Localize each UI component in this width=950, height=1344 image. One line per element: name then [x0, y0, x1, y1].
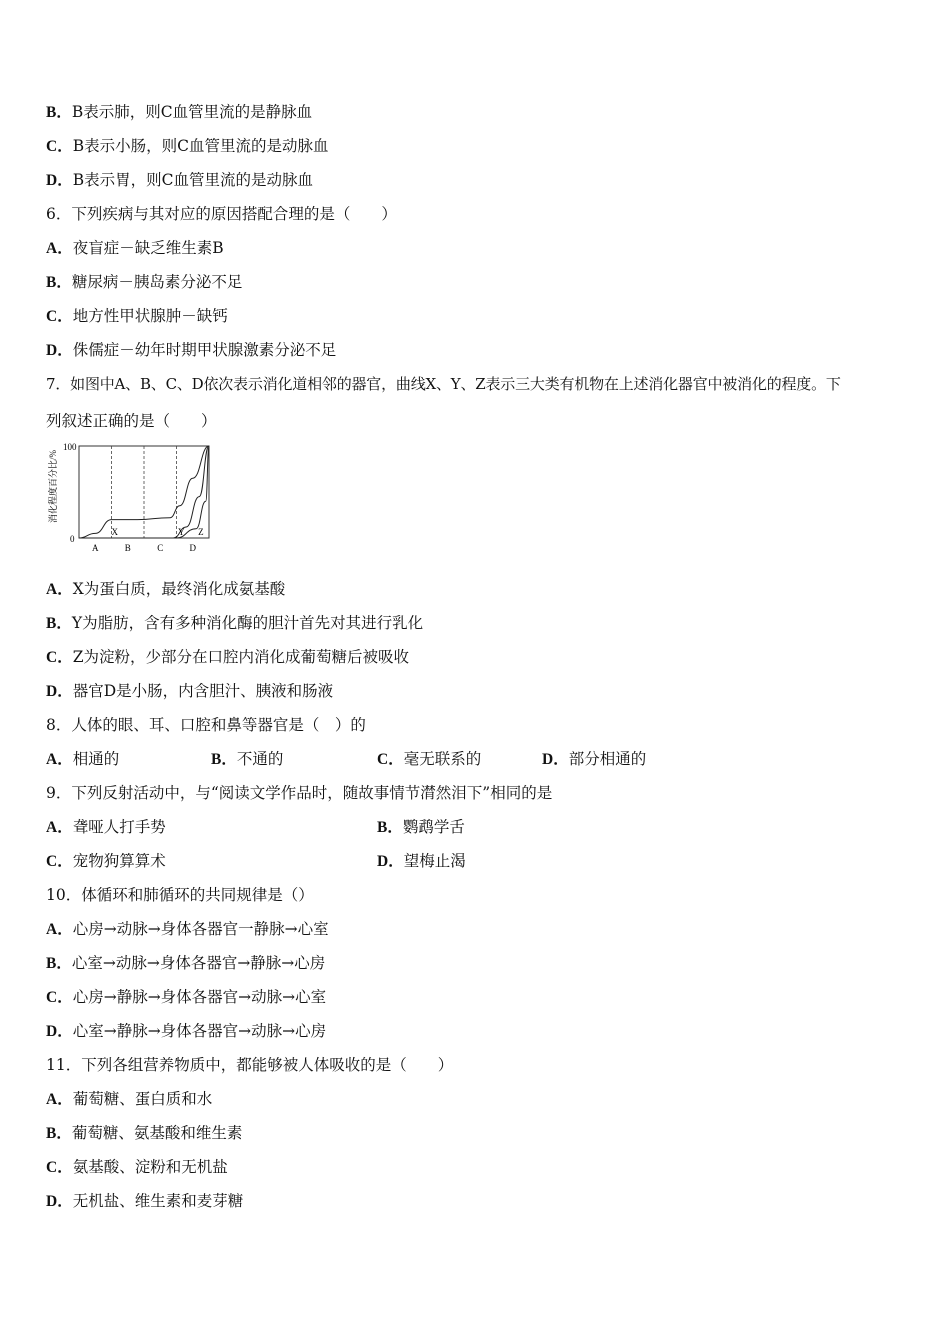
option-label: A． [46, 581, 73, 598]
option-label: C． [46, 138, 73, 155]
organ-label-d: D [189, 543, 196, 553]
q11-stem: 11．下列各组营养物质中，都能够被人体吸收的是（ ） [46, 1056, 454, 1074]
option-label: C． [46, 989, 73, 1006]
y-tick-0: 0 [70, 534, 75, 544]
option-label: D． [377, 853, 404, 870]
option-text: B表示胃，则C血管里流的是动脉血 [72, 171, 313, 189]
option-label: D． [46, 342, 73, 359]
option-text: 心室→动脉→身体各器官→静脉→心房 [71, 954, 326, 972]
option-text: 夜盲症－缺乏维生素B [72, 239, 224, 257]
q10-option-b [46, 953, 325, 974]
q8-stem: 8．人体的眼、耳、口腔和鼻等器官是（ ）的 [46, 716, 366, 734]
option-label: D． [46, 1193, 73, 1210]
q9-stem: 9．下列反射活动中，与“阅读文学作品时，随故事情节潸然泪下”相同的是 [46, 784, 553, 802]
option-label: C． [377, 751, 404, 768]
option-label: D． [46, 172, 73, 189]
q10-option-d [46, 1021, 326, 1042]
option-label: C． [46, 853, 73, 870]
q7-option-a [46, 579, 285, 600]
option-text: 葡萄糖、氨基酸和维生素 [71, 1124, 243, 1142]
q11-option-a [46, 1089, 212, 1110]
option-label: A． [46, 751, 73, 768]
q5-option-c [46, 136, 328, 157]
chart-ylabel: 消化程度百分比/% [48, 450, 58, 523]
q9-option-c [46, 851, 166, 872]
q7-option-c [46, 647, 409, 668]
option-text: 宠物狗算算术 [72, 852, 166, 870]
option-text: Z为淀粉，少部分在口腔内消化成葡萄糖后被吸收 [72, 648, 409, 666]
q11-option-d [46, 1191, 243, 1212]
option-text: 不通的 [236, 750, 284, 768]
q10-stem: 10．体循环和肺循环的共同规律是（） [46, 886, 314, 904]
option-text: 望梅止渴 [403, 852, 466, 870]
option-text: 聋哑人打手势 [72, 818, 166, 836]
option-label: D． [46, 1023, 73, 1040]
option-text: 相通的 [72, 750, 120, 768]
option-text: Y为脂肪，含有多种消化酶的胆汁首先对其进行乳化 [71, 614, 424, 632]
organ-label-c: C [157, 543, 164, 553]
q11-option-b [46, 1123, 242, 1144]
option-label: D． [542, 751, 569, 768]
q7-stem-line1: 7．如图中A、B、C、D依次表示消化道相邻的器官，曲线X、Y、Z表示三大类有机物在上述消化器官中被消化的程度。下 [46, 375, 841, 393]
option-text: 器官D是小肠，内含胆汁、胰液和肠液 [72, 682, 334, 700]
option-text: 心房→静脉→身体各器官→动脉→心室 [72, 988, 327, 1006]
curve-labels [112, 527, 204, 537]
option-label: A． [46, 819, 73, 836]
q7-stem-line2: 列叙述正确的是（ ） [46, 412, 217, 430]
q5-option-b [46, 102, 312, 123]
option-label: C． [46, 308, 73, 325]
option-text: X为蛋白质，最终消化成氨基酸 [72, 580, 286, 598]
option-label: B． [46, 104, 72, 121]
option-label: B． [211, 751, 237, 768]
option-label: B． [46, 615, 72, 632]
q8-option-d [542, 749, 646, 770]
organ-dividers [112, 446, 177, 538]
option-text: 无机盐、维生素和麦芽糖 [72, 1192, 244, 1210]
option-text: 鹦鹉学舌 [402, 818, 465, 836]
q8-option-a [46, 749, 119, 770]
q10-option-a [46, 919, 329, 940]
option-text: 氨基酸、淀粉和无机盐 [72, 1158, 228, 1176]
option-text: 毫无联系的 [403, 750, 482, 768]
q7-option-b [46, 613, 423, 634]
option-text: 心室→静脉→身体各器官→动脉→心房 [72, 1022, 327, 1040]
curve-label-z: Z [198, 527, 204, 537]
organ-label-a: A [92, 543, 99, 553]
organ-label-b: B [124, 543, 131, 553]
option-label: A． [46, 240, 73, 257]
digestion-chart [44, 438, 219, 558]
option-label: C． [46, 1159, 73, 1176]
curve-label-y: Y [178, 527, 185, 537]
q9-option-b [377, 817, 465, 838]
option-text: 葡萄糖、蛋白质和水 [72, 1090, 213, 1108]
option-label: D． [46, 683, 73, 700]
option-label: B． [46, 1125, 72, 1142]
option-text: 糖尿病－胰岛素分泌不足 [71, 273, 243, 291]
q6-option-c [46, 306, 228, 327]
option-label: B． [46, 955, 72, 972]
curve-label-x: X [111, 527, 118, 537]
q10-option-c [46, 987, 326, 1008]
option-text: B表示小肠，则C血管里流的是动脉血 [72, 137, 329, 155]
organ-labels [92, 543, 197, 553]
option-text: 部分相通的 [568, 750, 647, 768]
q9-option-d [377, 851, 466, 872]
q6-option-b [46, 272, 242, 293]
option-text: 心房→动脉→身体各器官一静脉→心室 [72, 920, 329, 938]
option-text: 侏儒症－幼年时期甲状腺激素分泌不足 [72, 341, 337, 359]
y-tick-100: 100 [63, 442, 77, 452]
option-text: B表示肺，则C血管里流的是静脉血 [71, 103, 313, 121]
q7-option-d [46, 681, 333, 702]
q6-option-d [46, 340, 336, 361]
q8-option-b [211, 749, 283, 770]
option-label: B． [377, 819, 403, 836]
q5-option-d [46, 170, 313, 191]
q6-option-a [46, 238, 224, 259]
option-text: 地方性甲状腺肿－缺钙 [72, 307, 228, 325]
option-label: A． [46, 921, 73, 938]
q8-option-c [377, 749, 481, 770]
q11-option-c [46, 1157, 228, 1178]
q9-option-a [46, 817, 166, 838]
q6-stem: 6．下列疾病与其对应的原因搭配合理的是（ ） [46, 205, 397, 223]
option-label: B． [46, 274, 72, 291]
option-label: A． [46, 1091, 73, 1108]
option-label: C． [46, 649, 73, 666]
